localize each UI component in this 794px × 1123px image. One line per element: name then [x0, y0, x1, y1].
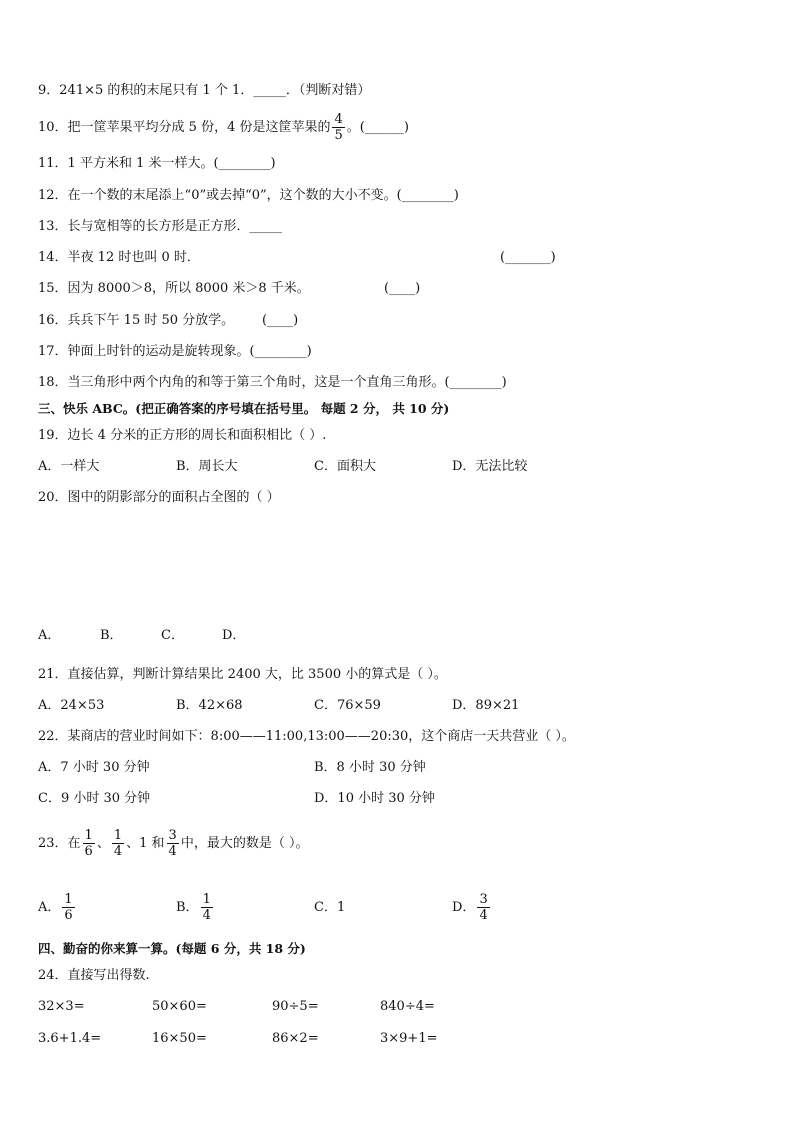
- question-15: 15．因为 8000＞8，所以 8000 米＞8 千米。: [38, 281, 310, 296]
- q23-option-d: [452, 890, 492, 926]
- question-15-answer-blank: (____): [384, 281, 421, 296]
- question-18: 18．当三角形中两个内角的和等于第三个角时，这是一个直角三角形。(________): [38, 375, 507, 390]
- fraction-three-quarters: [477, 892, 489, 923]
- fraction-one-sixth: [62, 892, 74, 923]
- question-14-answer-blank: (_______): [500, 250, 556, 265]
- section-3-heading: 三、快乐 ABC。(把正确答案的序号填在括号里。 每题 2 分， 共 10 分): [38, 401, 450, 416]
- calc-item: 32×3=: [38, 999, 85, 1014]
- fraction-numerator: 3: [479, 892, 488, 907]
- q23-prefix: 23．在: [38, 836, 81, 851]
- question-12: 12．在一个数的末尾添上“0”或去掉“0”，这个数的大小不变。(________): [38, 188, 459, 203]
- option-label: B．: [176, 900, 199, 915]
- question-10: [38, 112, 409, 143]
- question-13: 13．长与宽相等的长方形是正方形．_____: [38, 219, 283, 234]
- calc-item: 50×60=: [152, 999, 207, 1014]
- fraction-denominator: 4: [202, 908, 211, 923]
- q23-option-c: [314, 890, 345, 926]
- question-17: 17．钟面上时针的运动是旋转现象。(________): [38, 344, 312, 359]
- q22-option-d: D．10 小时 30 分钟: [314, 791, 435, 806]
- q22-option-b: B．8 小时 30 分钟: [314, 760, 426, 775]
- fraction-numerator: 1: [84, 828, 93, 843]
- question-20: 20．图中的阴影部分的面积占全图的（ ）: [38, 490, 280, 505]
- fraction-denominator: 4: [113, 844, 123, 859]
- option-label: C．: [314, 900, 337, 915]
- fraction-numerator: 4: [334, 112, 343, 127]
- fraction-denominator: 4: [168, 844, 177, 859]
- fraction-denominator: 6: [64, 908, 73, 923]
- question-10-answer-blank: 。(______): [346, 120, 409, 135]
- fraction-denominator: 6: [84, 844, 93, 859]
- question-10-stem: 10．把一筐苹果平均分成 5 份，4 份是这筐苹果的: [38, 120, 331, 135]
- calc-item: 840÷4=: [380, 999, 435, 1014]
- fraction-numerator: 3: [168, 828, 177, 843]
- fraction-denominator: 5: [334, 128, 343, 143]
- fraction-one-quarter: [112, 828, 124, 859]
- section-4-heading: 四、勤奋的你来算一算。(每题 6 分，共 18 分): [38, 941, 306, 956]
- question-16: 16．兵兵下午 15 时 50 分放学。: [38, 313, 235, 328]
- q19-option-c: C．面积大: [314, 459, 376, 474]
- calc-item: 16×50=: [152, 1031, 207, 1046]
- question-22: 22．某商店的营业时间如下：8:00——11:00,13:00——20:30，这个商店一天共营业（ ）。: [38, 729, 575, 744]
- q20-option-a: A．: [38, 628, 61, 643]
- q20-option-d: D．: [222, 628, 246, 643]
- q20-option-c: C．: [161, 628, 184, 643]
- fraction-one-sixth: [83, 828, 95, 859]
- calc-item: 90÷5=: [272, 999, 319, 1014]
- calc-item: 86×2=: [272, 1031, 319, 1046]
- q21-option-c: C．76×59: [314, 698, 381, 713]
- fraction-one-quarter: [201, 892, 213, 923]
- q19-option-a: A．一样大: [38, 459, 100, 474]
- q21-option-a: A．24×53: [38, 698, 105, 713]
- q23-suffix: 中，最大的数是（ ）。: [180, 836, 309, 851]
- option-value: 1: [336, 900, 346, 915]
- question-16-answer-blank: (____): [262, 313, 299, 328]
- q23-separator: 、1 和: [126, 836, 165, 851]
- q22-option-a: A．7 小时 30 分钟: [38, 760, 150, 775]
- calc-item: 3.6+1.4=: [38, 1031, 102, 1046]
- q21-option-d: D．89×21: [452, 698, 520, 713]
- q22-option-c: C．9 小时 30 分钟: [38, 791, 151, 806]
- question-14: 14．半夜 12 时也叫 0 时．: [38, 250, 200, 265]
- question-9: 9．241×5 的积的末尾只有 1 个 1．_____．（判断对错）: [38, 83, 371, 98]
- q20-option-b: B．: [100, 628, 123, 643]
- fraction-numerator: 1: [64, 892, 73, 907]
- fraction-numerator: 1: [113, 828, 123, 843]
- question-19: 19．边长 4 分米的正方形的周长和面积相比（ ）.: [38, 428, 327, 443]
- q19-option-b: B．周长大: [176, 459, 238, 474]
- question-21: 21．直接估算，判断计算结果比 2400 大，比 3500 小的算式是（ ）。: [38, 667, 447, 682]
- q23-option-b: [176, 890, 215, 926]
- option-label: A．: [38, 900, 61, 915]
- q23-separator: 、: [96, 836, 110, 851]
- option-label: D．: [452, 900, 476, 915]
- question-11: 11．1 平方米和 1 米一样大。(________): [38, 156, 276, 171]
- q21-option-b: B．42×68: [176, 698, 243, 713]
- calc-item: 3×9+1=: [380, 1031, 438, 1046]
- q23-option-a: [38, 890, 77, 926]
- fraction-four-fifths: [332, 112, 344, 143]
- fraction-numerator: 1: [202, 892, 211, 907]
- fraction-denominator: 4: [479, 908, 488, 923]
- question-23: [38, 826, 308, 862]
- question-24: 24．直接写出得数.: [38, 968, 150, 983]
- q19-option-d: D．无法比较: [452, 459, 528, 474]
- fraction-three-quarters: [167, 828, 179, 859]
